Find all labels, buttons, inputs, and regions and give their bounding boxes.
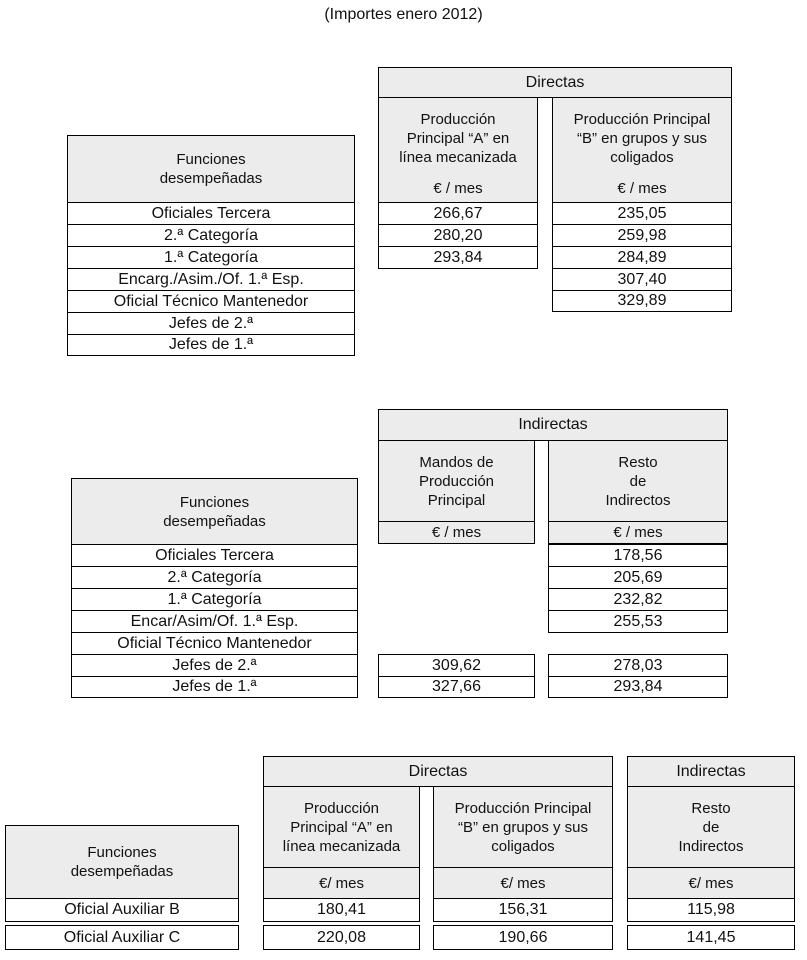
table-row-label: Jefes de 1.ª <box>71 676 358 698</box>
value-cell: 307,40 <box>552 268 732 291</box>
value-cell: 156,31 <box>433 898 613 922</box>
table-row-label: 2.ª Categoría <box>71 566 358 589</box>
page-caption: (Importes enero 2012) <box>324 6 483 23</box>
unit-label: € / mes <box>617 180 667 197</box>
unit-label: €/ mes <box>263 867 420 899</box>
value-cell: 235,05 <box>552 202 732 225</box>
value-cell: 115,98 <box>627 898 795 922</box>
value-cell: 280,20 <box>378 224 538 247</box>
value-cell: 327,66 <box>378 676 535 698</box>
value-cell: 259,98 <box>552 224 732 247</box>
value-cell: 293,84 <box>548 676 728 698</box>
group-header-indirectas: Indirectas <box>378 409 728 441</box>
group-header-directas: Directas <box>378 67 732 98</box>
unit-label: € / mes <box>613 524 663 541</box>
value-cell: 329,89 <box>552 290 732 312</box>
value-cell: 220,08 <box>263 925 420 950</box>
table-row-label: Oficial Auxiliar C <box>5 925 239 950</box>
group-header-indirectas: Indirectas <box>627 756 795 787</box>
column-header-mandos: Mandos de Producción Principal € / mes <box>378 440 535 544</box>
functions-header: Funciones desempeñadas <box>5 825 239 899</box>
value-cell: 205,69 <box>548 566 728 589</box>
value-cell: 278,03 <box>548 654 728 677</box>
table-row-label: 2.ª Categoría <box>67 224 355 247</box>
value-cell: 284,89 <box>552 246 732 269</box>
table-row-label: Oficiales Tercera <box>67 202 355 225</box>
table-row-label: Jefes de 2.ª <box>71 654 358 677</box>
column-header-produccion-b: Producción Principal “B” en grupos y sus coligados <box>433 786 613 868</box>
unit-label: € / mes <box>433 180 483 197</box>
value-cell: 178,56 <box>548 544 728 567</box>
column-header-produccion-b: Producción Principal “B” en grupos y sus coligados € / mes <box>552 97 732 203</box>
column-header-produccion-a: Producción Principal “A” en línea mecanizada € / mes <box>378 97 538 203</box>
value-cell: 232,82 <box>548 588 728 611</box>
functions-header: Funciones desempeñadas <box>71 478 358 545</box>
value-cell: 255,53 <box>548 610 728 633</box>
unit-label: €/ mes <box>627 867 795 899</box>
column-header-produccion-a: Producción Principal “A” en línea mecanizada <box>263 786 420 868</box>
value-cell: 266,67 <box>378 202 538 225</box>
column-header-resto: Resto de Indirectos <box>627 786 795 868</box>
table-row-label: Jefes de 2.ª <box>67 312 355 335</box>
table-row-label: Jefes de 1.ª <box>67 334 355 356</box>
value-cell: 180,41 <box>263 898 420 922</box>
table-row-label: Oficiales Tercera <box>71 544 358 567</box>
column-header-resto: Resto de Indirectos € / mes <box>548 440 728 544</box>
table-row-label: Oficial Técnico Mantenedor <box>67 290 355 313</box>
table-row-label: Oficial Auxiliar B <box>5 898 239 922</box>
unit-label: € / mes <box>431 524 482 541</box>
table-row-label: 1.ª Categoría <box>67 246 355 269</box>
group-header-directas: Directas <box>263 756 613 787</box>
value-cell: 190,66 <box>433 925 613 950</box>
value-cell: 309,62 <box>378 654 535 677</box>
functions-header: Funciones desempeñadas <box>67 135 355 203</box>
value-cell: 293,84 <box>378 246 538 269</box>
table-row-label: Encarg./Asim./Of. 1.ª Esp. <box>67 268 355 291</box>
table-row-label: 1.ª Categoría <box>71 588 358 611</box>
value-cell: 141,45 <box>627 925 795 950</box>
unit-label: €/ mes <box>433 867 613 899</box>
table-row-label: Oficial Técnico Mantenedor <box>71 632 358 655</box>
table-row-label: Encar/Asim/Of. 1.ª Esp. <box>71 610 358 633</box>
